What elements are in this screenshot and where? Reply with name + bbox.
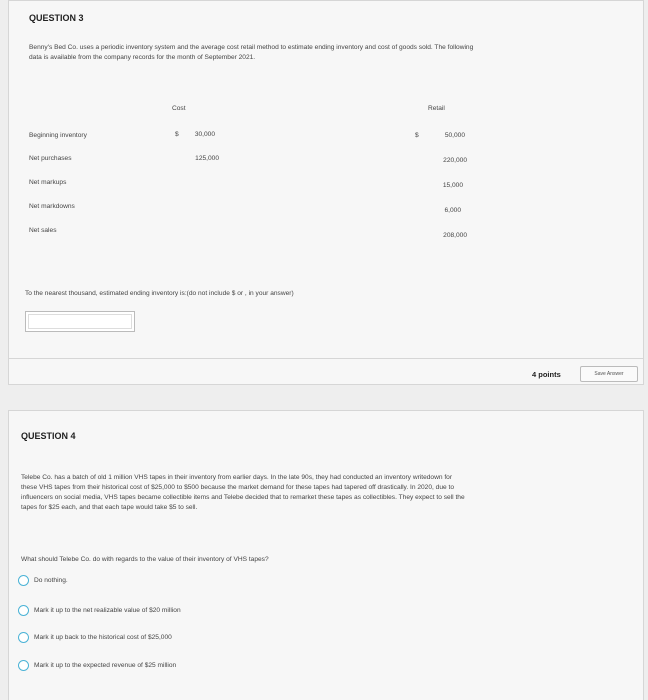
body-line-1: Telebe Co. has a batch of old 1 million VHS tapes in their inventory from earlier days. In the late 90s, they had conducted an inventory writedown for bbox=[21, 474, 453, 481]
option-do-nothing[interactable] bbox=[18, 574, 68, 586]
save-answer-button[interactable]: Save Answer bbox=[580, 366, 638, 382]
radio-button[interactable] bbox=[18, 605, 29, 616]
question-4-prompt: What should Telebe Co. do with regards to the value of their inventory of VHS tapes? bbox=[21, 556, 269, 563]
question-3-title: QUESTION 3 bbox=[29, 13, 84, 23]
radio-button[interactable] bbox=[18, 660, 29, 671]
option-label: Mark it up back to the historical cost of $25,000 bbox=[34, 633, 172, 641]
retail-column-header: Retail bbox=[428, 105, 445, 112]
option-label: Mark it up to the expected revenue of $25 million bbox=[34, 661, 177, 669]
option-label: Mark it up to the net realizable value of $20 million bbox=[34, 606, 181, 614]
row-label-net-markdowns: Net markdowns bbox=[29, 203, 75, 210]
row-label-net-purchases: Net purchases bbox=[29, 155, 72, 162]
question-4-card bbox=[8, 410, 644, 700]
intro-line-2: data is available from the company records for the month of September 2021. bbox=[29, 54, 256, 61]
net-sales-retail: 208,000 bbox=[443, 232, 467, 239]
question-3-card bbox=[8, 0, 644, 385]
question-4-title: QUESTION 4 bbox=[21, 431, 76, 441]
beginning-inventory-cost: 30,000 bbox=[194, 131, 215, 138]
row-label-net-markups: Net markups bbox=[29, 179, 67, 186]
radio-button[interactable] bbox=[18, 632, 29, 643]
body-line-4: tapes for $25 each, and that each tape would take $5 to sell. bbox=[21, 504, 198, 511]
question-4-body bbox=[21, 473, 633, 513]
currency-symbol: $ bbox=[175, 131, 179, 138]
intro-line-1: Benny's Bed Co. uses a periodic inventory system and the average cost retail method to estimate ending inventory and cost of goods sold. The following bbox=[29, 44, 474, 51]
cost-column-header: Cost bbox=[172, 105, 186, 112]
currency-symbol: $ bbox=[415, 132, 419, 139]
net-purchases-cost: 125,000 bbox=[195, 155, 219, 162]
beginning-inventory-retail: 50,000 bbox=[444, 132, 465, 139]
question-3-intro bbox=[29, 43, 629, 63]
option-historical-cost[interactable] bbox=[18, 631, 172, 643]
option-label: Do nothing. bbox=[34, 576, 68, 584]
row-label-beginning-inventory: Beginning inventory bbox=[29, 132, 87, 139]
body-line-2: these VHS tapes from their historical cost of $25,000 to $500 because the market demand for these tapes had tapered off drastically. In 2020, due to bbox=[21, 484, 455, 491]
body-line-3: influencers on social media, VHS tapes became collectible items and Telebe decided that to remarket these tapes as collectibles. They expect to sell the bbox=[21, 494, 465, 501]
ending-inventory-input[interactable] bbox=[25, 311, 135, 332]
net-purchases-retail: 220,000 bbox=[443, 157, 467, 164]
points-label: 4 points bbox=[532, 370, 561, 379]
net-markdowns-retail: 6,000 bbox=[444, 207, 461, 214]
option-net-realizable-value[interactable] bbox=[18, 604, 181, 616]
answer-prompt: To the nearest thousand, estimated ending inventory is:(do not include $ or , in your answer) bbox=[25, 290, 294, 297]
radio-button[interactable] bbox=[18, 575, 29, 586]
option-expected-revenue[interactable] bbox=[18, 659, 176, 671]
net-markups-retail: 15,000 bbox=[442, 182, 463, 189]
row-label-net-sales: Net sales bbox=[29, 227, 57, 234]
divider bbox=[9, 358, 643, 359]
